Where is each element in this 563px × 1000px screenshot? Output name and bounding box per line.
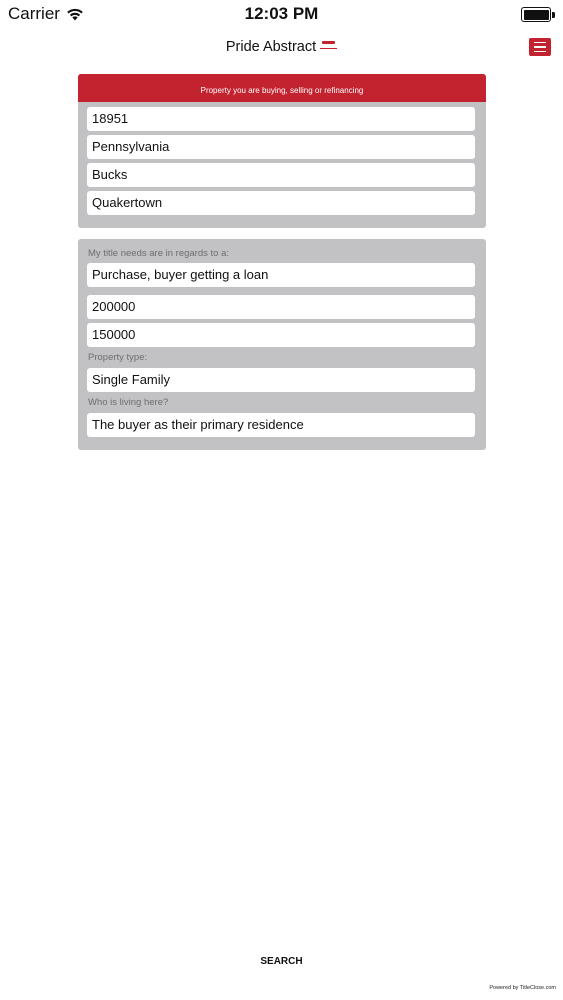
carrier-label: Carrier (8, 4, 60, 23)
hamburger-line-icon (534, 42, 546, 44)
status-bar (0, 0, 563, 30)
purchase-price-field[interactable]: 200000 (87, 295, 475, 319)
app-header (0, 36, 563, 62)
occupant-select[interactable]: The buyer as their primary residence (87, 413, 475, 437)
occupant-label: Who is living here? (88, 397, 169, 408)
property-panel (78, 74, 486, 228)
property-panel-banner: Property you are buying, selling or refinancing (78, 74, 486, 102)
state-select[interactable]: Pennsylvania (87, 135, 475, 159)
menu-button[interactable] (529, 38, 551, 56)
brand-logo-icon (320, 41, 337, 49)
hamburger-line-icon (534, 46, 546, 48)
search-button[interactable]: SEARCH (260, 956, 303, 967)
title-needs-panel (78, 239, 486, 450)
hamburger-line-icon (534, 51, 546, 53)
battery-icon (521, 7, 555, 22)
zip-code-field[interactable]: 18951 (87, 107, 475, 131)
city-select[interactable]: Quakertown (87, 191, 475, 215)
status-time: 12:03 PM (244, 4, 319, 23)
property-type-select[interactable]: Single Family (87, 368, 475, 392)
property-type-label: Property type: (88, 352, 148, 363)
app-title: Pride Abstract (225, 39, 317, 55)
transaction-type-select[interactable]: Purchase, buyer getting a loan (87, 263, 475, 287)
powered-by-text[interactable]: Powered by TitleClose.com (489, 985, 556, 991)
regards-label: My title needs are in regards to a: (88, 248, 229, 259)
loan-amount-field[interactable]: 150000 (87, 323, 475, 347)
header-title-row (0, 39, 563, 55)
county-select[interactable]: Bucks (87, 163, 475, 187)
